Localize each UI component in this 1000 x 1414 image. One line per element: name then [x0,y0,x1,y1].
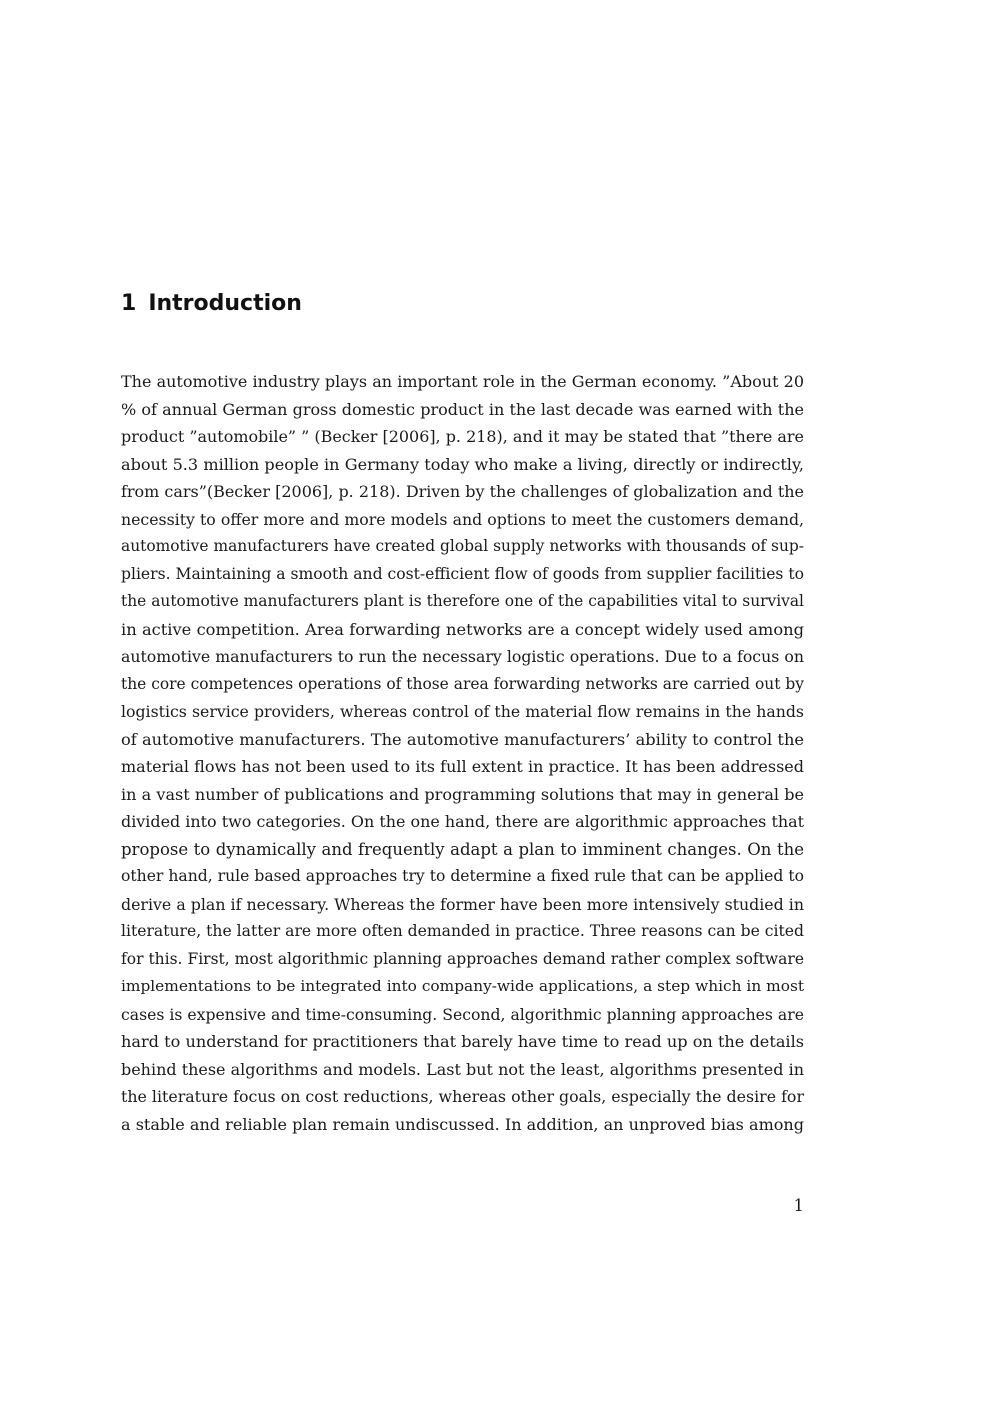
text-line: logistics service providers, whereas control of the material flow remains in the hands [121,702,804,721]
text-line: necessity to offer more and more models and options to meet the customers demand, [121,509,804,529]
text-line: implementations to be integrated into company-wide applications, a step which in most [121,977,804,995]
text-line: about 5.3 million people in Germany today who make a living, directly or indirectly, [121,454,804,474]
text-line: pliers. Maintaining a smooth and cost-efficient flow of goods from supplier facilities to [121,564,805,583]
text-line: in a vast number of publications and programming solutions that may in general be [121,784,804,804]
text-line: The automotive industry plays an important role in the German economy. ”About 20 [121,372,804,391]
text-line: the literature focus on cost reductions, whereas other goals, especially the desire for [121,1087,804,1106]
text-line: the core competences operations of those area forwarding networks are carried out by [121,674,804,693]
text-line: derive a plan if necessary. Whereas the former have been more intensively studied in [121,894,804,914]
text-line: literature, the latter are more often demanded in practice. Three reasons can be cited [121,922,804,940]
body-paragraph [121,368,804,1138]
text-line: % of annual German gross domestic product in the last decade was earned with the [121,399,804,419]
text-line: in active competition. Area forwarding networks are a concept widely used among [121,619,804,639]
text-line: automotive manufacturers to run the necessary logistic operations. Due to a focus on [121,647,804,666]
text-line: behind these algorithms and models. Last but not the least, algorithms presented in [121,1059,804,1079]
text-line: other hand, rule based approaches try to determine a fixed rule that can be applied to [121,867,804,885]
text-line: cases is expensive and time-consuming. Second, algorithmic planning approaches are [121,1004,804,1024]
text-line: for this. First, most algorithmic planning approaches demand rather complex software [121,949,804,968]
chapter-number: 1 [121,291,137,316]
text-line: propose to dynamically and frequently adapt a plan to imminent changes. On the [121,839,804,859]
chapter-heading [121,287,302,321]
page-number: 1 [793,1196,804,1215]
text-line: material flows has not been used to its full extent in practice. It has been addressed [121,757,804,776]
text-line: a stable and reliable plan remain undiscussed. In addition, an unproved bias among [121,1114,804,1134]
chapter-title: Introduction [148,291,302,316]
text-line: from cars”(Becker [2006], p. 218). Driven by the challenges of globalization and the [121,482,804,501]
text-line: product ”automobile” ” (Becker [2006], p. 218), and it may be stated that ”there are [121,427,804,446]
text-line: the automotive manufacturers plant is therefore one of the capabilities vital to survival [121,592,804,610]
text-line: hard to understand for practitioners that barely have time to read up on the details [121,1032,804,1051]
text-line: automotive manufacturers have created global supply networks with thousands of sup- [121,537,804,555]
text-line: of automotive manufacturers. The automotive manufacturers’ ability to control the [121,729,804,749]
text-line: divided into two categories. On the one hand, there are algorithmic approaches that [121,812,804,831]
